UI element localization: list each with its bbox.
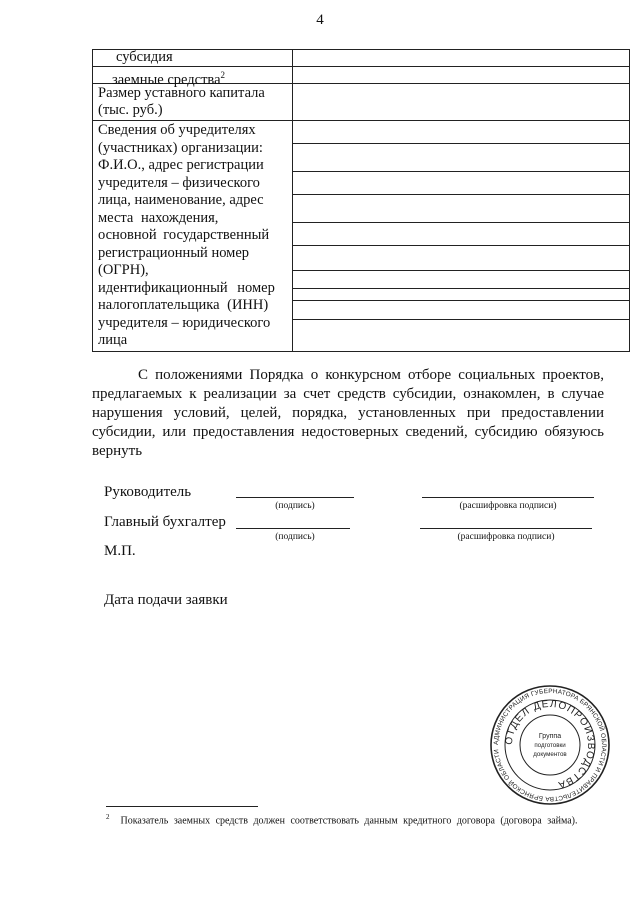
official-stamp xyxy=(489,684,611,806)
accountant-decoding-caption: (расшифровка подписи) xyxy=(457,532,555,542)
page-number: 4 xyxy=(316,12,324,28)
row-label-borrowed-funds: заемные средства$^2$ xyxy=(112,70,226,88)
accountant-signature-caption: (подпись) xyxy=(275,532,315,542)
table-bottom-border xyxy=(92,351,630,352)
table-cell-line xyxy=(292,222,630,223)
table-cell-line xyxy=(292,143,630,144)
statement-paragraph: С положениями Порядка о конкурсном отборе социальных проектов, предлагаемых к реализации за счет средств субсидии, ознакомлен, в случае нарушения условий, целей, порядка, установленных при предоставлении субсидии, или предоставления недостоверных сведений, субсидию обязуюсь вернуть xyxy=(92,367,604,459)
head-decoding-line xyxy=(422,497,594,498)
footnote xyxy=(106,813,578,826)
seal-place-label: М.П. xyxy=(104,543,136,559)
table-cell-line xyxy=(292,270,630,271)
stamp-inner-text: ОТДЕЛ ДЕЛОПРОИЗВОДСТВА xyxy=(503,698,597,791)
accountant-decoding-line xyxy=(420,528,592,529)
footnote-separator xyxy=(106,806,258,807)
footnote-number: 2 xyxy=(106,813,110,821)
table-cell-line xyxy=(292,194,630,195)
footnote-ref: 2 xyxy=(220,70,226,80)
table-cell-line xyxy=(292,245,630,246)
application-date-label: Дата подачи заявки xyxy=(104,592,228,608)
table-column-divider xyxy=(292,49,293,352)
table-cell-line xyxy=(292,288,630,289)
accountant-signature-line xyxy=(236,528,350,529)
row-label-subsidy: субсидия xyxy=(116,49,173,65)
head-signature-line xyxy=(236,497,354,498)
head-decoding-caption: (расшифровка подписи) xyxy=(459,501,557,511)
stamp-outer-text: АДМИНИСТРАЦИЯ ГУБЕРНАТОРА БРЯНСКОЙ ОБЛАСТИ И ПРАВИТЕЛЬСТВА БРЯНСКОЙ ОБЛАСТИ xyxy=(492,687,608,803)
table-left-border xyxy=(92,49,93,352)
stamp-seal-graphic xyxy=(489,684,611,806)
row-label-authorized-capital: Размер уставного капитала (тыс. руб.) xyxy=(98,85,265,118)
stamp-center-line: Группа xyxy=(538,733,562,740)
table-cell-line xyxy=(292,300,630,301)
head-label: Руководитель xyxy=(104,484,192,500)
table-right-border xyxy=(629,49,630,352)
applicant-info-table xyxy=(92,49,630,352)
footnote-text: Показатель заемных средств должен соответствовать данным кредитного договора (договора займа). xyxy=(120,815,578,827)
stamp-center-line: подготовки xyxy=(534,742,566,749)
table-cell-line xyxy=(292,171,630,172)
table-cell-line xyxy=(292,319,630,320)
head-signature-caption: (подпись) xyxy=(275,501,315,511)
row-label-founders-info: Сведения об учредителях (участниках) организации: Ф.И.О., адрес регистрации учредителя – физического лица, наименование, адрес места нахождения, основной государственный регистрационный номер (ОГРН), идентификационный номер налогоплательщика (ИНН) учредителя – юридического лица xyxy=(98,122,275,348)
chief-accountant-label: Главный бухгалтер xyxy=(104,514,226,530)
table-row-divider xyxy=(92,120,630,121)
stamp-center-line: документов xyxy=(533,751,567,758)
